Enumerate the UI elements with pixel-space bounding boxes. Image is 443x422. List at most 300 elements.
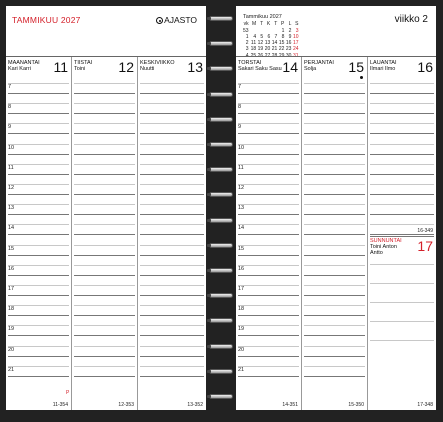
day-column <box>368 57 436 410</box>
hour-label: 19 <box>8 326 15 333</box>
hour-label: 9 <box>238 124 242 131</box>
half-hour-line <box>370 184 434 185</box>
mini-calendar-day: 24 <box>292 46 299 53</box>
half-hour-line <box>304 144 365 145</box>
spiral-ring <box>207 190 235 199</box>
hour-line <box>304 376 365 377</box>
half-hour-line <box>140 184 204 185</box>
mini-calendar-day: 1 <box>281 27 285 34</box>
time-slots <box>72 79 137 401</box>
hour-line <box>304 275 365 276</box>
spiral-ring <box>207 367 235 376</box>
hour-line <box>8 295 69 296</box>
sunday-day-number: 17 <box>417 238 433 255</box>
half-hour-line <box>8 325 69 326</box>
hour-line <box>370 154 434 155</box>
half-hour-line <box>74 184 135 185</box>
mini-calendar-week-number: 2 <box>245 40 249 47</box>
hour-line <box>140 93 204 94</box>
half-hour-line <box>8 204 69 205</box>
day-column <box>302 57 368 410</box>
hour-line <box>8 335 69 336</box>
day-code: 12-353 <box>118 402 134 408</box>
hour-line <box>74 194 135 195</box>
hour-line <box>140 214 204 215</box>
hour-label: 7 <box>238 84 242 90</box>
mini-calendar-header: K <box>266 21 271 28</box>
hour-line <box>8 174 69 175</box>
mini-calendar-day: 11 <box>250 40 257 47</box>
mini-calendar-day: 26 <box>257 52 264 59</box>
half-hour-line <box>74 366 135 367</box>
half-hour-line <box>74 305 135 306</box>
day-column <box>72 57 138 410</box>
hour-line <box>238 376 299 377</box>
hour-line <box>238 356 299 357</box>
hour-label: 16 <box>238 265 245 272</box>
half-hour-line <box>74 265 135 266</box>
hour-line <box>238 335 299 336</box>
half-hour-line <box>304 164 365 165</box>
half-hour-line <box>74 325 135 326</box>
hour-line <box>238 255 299 256</box>
hour-line <box>74 335 135 336</box>
hour-line <box>8 133 69 134</box>
half-hour-line <box>74 285 135 286</box>
half-hour-line <box>8 164 69 165</box>
half-hour-line <box>8 245 69 246</box>
left-page <box>6 6 206 410</box>
mini-calendar-day: 13 <box>264 40 271 47</box>
half-hour-line <box>238 346 299 347</box>
spiral-ring <box>207 64 235 73</box>
name-day-names: Kari Karri <box>8 66 31 72</box>
half-hour-line <box>370 144 434 145</box>
half-hour-line <box>140 144 204 145</box>
sunday-name: SUNNUNTAI <box>370 238 402 245</box>
half-hour-line <box>74 346 135 347</box>
mini-calendar-day: 15 <box>278 40 285 47</box>
name-day-names: Sakari Saku Sasu <box>238 66 282 72</box>
hour-line <box>304 356 365 357</box>
hour-label: 18 <box>238 306 245 313</box>
hour-line <box>370 234 434 235</box>
hour-line <box>140 234 204 235</box>
hour-line <box>74 214 135 215</box>
half-hour-line <box>140 305 204 306</box>
spiral-ring <box>207 316 235 325</box>
hour-label: 20 <box>238 346 245 353</box>
hour-label: 14 <box>238 225 245 232</box>
mini-calendar-day: 3 <box>295 27 299 34</box>
half-hour-line <box>140 245 204 246</box>
hour-line <box>304 315 365 316</box>
sunday-note-line <box>370 283 434 284</box>
mini-calendar-day: 12 <box>257 40 264 47</box>
hour-line <box>74 234 135 235</box>
half-hour-line <box>8 224 69 225</box>
hour-line <box>74 133 135 134</box>
hour-line <box>304 295 365 296</box>
day-code: 11-354 <box>52 402 68 408</box>
hour-line <box>74 275 135 276</box>
mini-calendar-week-number: 53 <box>243 27 249 34</box>
half-hour-line <box>238 103 299 104</box>
mini-calendar-day: 10 <box>292 33 299 40</box>
mini-calendar-day: 30 <box>285 52 292 59</box>
half-hour-line <box>304 184 365 185</box>
corner-mark: P <box>66 390 70 396</box>
hour-label: 19 <box>238 326 245 333</box>
half-hour-line <box>238 305 299 306</box>
hour-line <box>140 113 204 114</box>
mini-calendar-week-number: 1 <box>245 33 249 40</box>
mini-calendar-day: 9 <box>288 33 292 40</box>
day-name: KESKIVIIKKO <box>140 60 175 66</box>
mini-calendar-header: T <box>274 21 278 28</box>
half-hour-line <box>304 123 365 124</box>
day-code: 15-350 <box>348 402 364 408</box>
hour-line <box>238 234 299 235</box>
half-hour-line <box>238 325 299 326</box>
hour-label: 11 <box>8 164 14 171</box>
hour-label: 17 <box>238 286 245 292</box>
hour-line <box>304 194 365 195</box>
day-number: 14 <box>282 59 298 75</box>
mini-calendar <box>243 14 300 59</box>
spiral-ring <box>207 216 235 225</box>
hour-line <box>238 133 299 134</box>
name-day-names: Ilmari Ilmo <box>370 66 396 72</box>
day-name: TORSTAI <box>238 60 262 66</box>
right-day-columns <box>236 56 436 410</box>
half-hour-line <box>238 265 299 266</box>
mini-calendar-day: 28 <box>271 52 278 59</box>
half-hour-line <box>238 204 299 205</box>
half-hour-line <box>140 366 204 367</box>
day-number: 11 <box>53 59 68 75</box>
half-hour-line <box>238 285 299 286</box>
day-number: 15 <box>348 59 364 75</box>
hour-line <box>304 214 365 215</box>
hour-line <box>8 234 69 235</box>
hour-line <box>140 255 204 256</box>
mini-calendar-day: 8 <box>281 33 285 40</box>
spiral-ring <box>207 39 235 48</box>
half-hour-line <box>8 144 69 145</box>
half-hour-line <box>304 305 365 306</box>
spiral-ring <box>207 291 235 300</box>
day-column <box>138 57 206 410</box>
mini-calendar-day: 2 <box>288 27 292 34</box>
hour-line <box>74 113 135 114</box>
hour-label: 15 <box>238 245 245 252</box>
half-hour-line <box>8 123 69 124</box>
half-hour-line <box>8 366 69 367</box>
time-slots <box>236 79 301 401</box>
hour-line <box>238 275 299 276</box>
brand-icon <box>156 17 163 24</box>
mini-calendar-day: 6 <box>267 33 271 40</box>
hour-line <box>238 194 299 195</box>
half-hour-line <box>304 103 365 104</box>
hour-line <box>238 154 299 155</box>
half-hour-line <box>140 83 204 84</box>
hour-line <box>74 376 135 377</box>
day-code: 17-348 <box>417 402 433 408</box>
half-hour-line <box>370 123 434 124</box>
hour-label: 21 <box>238 366 245 373</box>
hour-label: 21 <box>8 366 15 373</box>
half-hour-line <box>8 285 69 286</box>
mini-calendar-day: 5 <box>260 33 264 40</box>
spiral-ring <box>207 14 235 23</box>
half-hour-line <box>304 204 365 205</box>
mini-calendar-day: 17 <box>292 40 299 47</box>
name-day-names: Nuutti <box>140 66 155 72</box>
hour-label: 20 <box>8 346 15 353</box>
mini-calendar-day: 20 <box>264 46 271 53</box>
mini-calendar-day: 22 <box>278 46 285 53</box>
hour-line <box>8 255 69 256</box>
hour-line <box>140 295 204 296</box>
hour-line <box>370 93 434 94</box>
hour-line <box>140 154 204 155</box>
hour-label: 13 <box>8 205 15 212</box>
hour-label: 12 <box>8 185 15 191</box>
half-hour-line <box>304 265 365 266</box>
hour-line <box>74 154 135 155</box>
spiral-ring <box>207 241 235 250</box>
half-hour-line <box>238 83 299 84</box>
hour-line <box>74 93 135 94</box>
half-hour-line <box>140 265 204 266</box>
half-hour-line <box>304 346 365 347</box>
hour-line <box>304 93 365 94</box>
half-hour-line <box>74 204 135 205</box>
mini-calendar-day: 27 <box>264 52 271 59</box>
hour-line <box>8 356 69 357</box>
spiral-ring <box>207 165 235 174</box>
hour-line <box>140 194 204 195</box>
hour-label: 15 <box>8 245 15 252</box>
brand-name: AJASTO <box>164 15 197 25</box>
sunday-note-line <box>370 302 434 303</box>
half-hour-line <box>238 184 299 185</box>
hour-line <box>304 174 365 175</box>
half-hour-line <box>74 123 135 124</box>
hour-line <box>370 133 434 134</box>
mini-calendar-week-number: 3 <box>245 46 249 53</box>
half-hour-line <box>238 224 299 225</box>
hour-label: 7 <box>8 84 12 90</box>
day-name: PERJANTAI <box>304 60 334 66</box>
hour-line <box>74 356 135 357</box>
half-hour-line <box>304 245 365 246</box>
hour-line <box>140 275 204 276</box>
hour-line <box>74 255 135 256</box>
half-hour-line <box>140 325 204 326</box>
half-hour-line <box>304 325 365 326</box>
hour-label: 18 <box>8 306 15 313</box>
hour-line <box>140 133 204 134</box>
hour-line <box>370 194 434 195</box>
half-hour-line <box>140 285 204 286</box>
brand-logo <box>156 15 197 25</box>
hour-line <box>304 255 365 256</box>
mini-calendar-day: 18 <box>250 46 257 53</box>
day-number: 13 <box>187 59 203 75</box>
hour-line <box>238 174 299 175</box>
hour-label: 16 <box>8 265 15 272</box>
day-name: MAANANTAI <box>8 60 40 66</box>
half-hour-line <box>238 366 299 367</box>
half-hour-line <box>74 164 135 165</box>
day-code: 13-352 <box>187 402 203 408</box>
half-hour-line <box>238 123 299 124</box>
half-hour-line <box>8 103 69 104</box>
half-hour-line <box>304 285 365 286</box>
hour-line <box>304 335 365 336</box>
mini-calendar-day: 16 <box>285 40 292 47</box>
day-code: 14-351 <box>282 402 298 408</box>
mini-calendar-day: 7 <box>274 33 278 40</box>
hour-line <box>8 154 69 155</box>
hour-label: 8 <box>238 104 242 111</box>
time-slots <box>6 79 71 401</box>
half-hour-line <box>370 103 434 104</box>
day-code: 16-349 <box>417 228 433 235</box>
mini-calendar-header: P <box>281 21 285 28</box>
mini-calendar-title: Tammikuu 2027 <box>243 14 282 20</box>
hour-line <box>140 174 204 175</box>
hour-line <box>8 113 69 114</box>
mini-calendar-day: 25 <box>250 52 257 59</box>
month-title: TAMMIKUU 2027 <box>12 15 81 25</box>
mini-calendar-header: S <box>295 21 299 28</box>
mini-calendar-header: T <box>260 21 264 28</box>
hour-label: 10 <box>8 144 15 151</box>
time-slots <box>138 79 206 401</box>
hour-label: 10 <box>238 144 245 151</box>
half-hour-line <box>304 83 365 84</box>
hour-line <box>304 113 365 114</box>
hour-label: 17 <box>8 286 15 292</box>
hour-label: 11 <box>238 164 244 171</box>
hour-line <box>370 113 434 114</box>
mini-calendar-day: 14 <box>271 40 278 47</box>
hour-line <box>370 174 434 175</box>
half-hour-line <box>74 144 135 145</box>
hour-line <box>140 356 204 357</box>
day-number: 12 <box>118 59 134 75</box>
half-hour-line <box>74 83 135 84</box>
sunday-name-day-names: Toini Anton Anttо <box>370 244 397 257</box>
hour-line <box>74 315 135 316</box>
half-hour-line <box>74 245 135 246</box>
name-day-names: Toini <box>74 66 86 72</box>
half-hour-line <box>238 164 299 165</box>
time-slots <box>302 79 367 401</box>
half-hour-line <box>74 224 135 225</box>
spiral-ring <box>207 140 235 149</box>
hour-label: 8 <box>8 104 12 111</box>
spiral-ring <box>207 392 235 401</box>
hour-line <box>304 234 365 235</box>
half-hour-line <box>8 184 69 185</box>
half-hour-line <box>140 103 204 104</box>
sunday-note-line <box>370 264 434 265</box>
spiral-ring <box>207 266 235 275</box>
hour-line <box>8 376 69 377</box>
hour-label: 14 <box>8 225 15 232</box>
half-hour-line <box>370 204 434 205</box>
half-hour-line <box>370 224 434 225</box>
hour-line <box>304 154 365 155</box>
hour-line <box>238 113 299 114</box>
hour-line <box>8 93 69 94</box>
half-hour-line <box>238 245 299 246</box>
hour-line <box>8 315 69 316</box>
hour-label: 12 <box>238 185 245 191</box>
day-name: LAUANTAI <box>370 60 397 66</box>
hour-line <box>238 295 299 296</box>
half-hour-line <box>8 265 69 266</box>
half-hour-line <box>8 83 69 84</box>
hour-line <box>370 214 434 215</box>
half-hour-line <box>370 164 434 165</box>
mini-calendar-day: 4 <box>253 33 257 40</box>
hour-line <box>74 295 135 296</box>
mini-calendar-day: 19 <box>257 46 264 53</box>
day-column <box>236 57 302 410</box>
half-hour-line <box>140 123 204 124</box>
half-hour-line <box>304 224 365 225</box>
hour-line <box>238 315 299 316</box>
half-hour-line <box>8 346 69 347</box>
hour-line <box>74 174 135 175</box>
spiral-ring <box>207 90 235 99</box>
spiral-ring <box>207 115 235 124</box>
name-day-names: Solja <box>304 66 317 72</box>
mini-calendar-day: 23 <box>285 46 292 53</box>
hour-line <box>140 315 204 316</box>
sunday-note-line <box>370 340 434 341</box>
spiral-ring <box>207 342 235 351</box>
hour-line <box>8 214 69 215</box>
sunday-note-line <box>370 321 434 322</box>
mini-calendar-grid <box>243 21 300 59</box>
mini-calendar-header: M <box>251 21 257 28</box>
right-page <box>236 6 436 410</box>
hour-line <box>238 93 299 94</box>
hour-line <box>8 194 69 195</box>
hour-line <box>238 214 299 215</box>
hour-line <box>140 376 204 377</box>
half-hour-line <box>304 366 365 367</box>
half-hour-line <box>370 83 434 84</box>
left-day-columns <box>6 56 206 410</box>
mini-calendar-day: 29 <box>278 52 285 59</box>
hour-label: 13 <box>238 205 245 212</box>
half-hour-line <box>140 204 204 205</box>
mini-calendar-day: 21 <box>271 46 278 53</box>
hour-line <box>304 133 365 134</box>
mini-calendar-week-number: 4 <box>245 52 249 59</box>
half-hour-line <box>238 144 299 145</box>
mini-calendar-header: vk <box>243 21 249 28</box>
half-hour-line <box>8 305 69 306</box>
